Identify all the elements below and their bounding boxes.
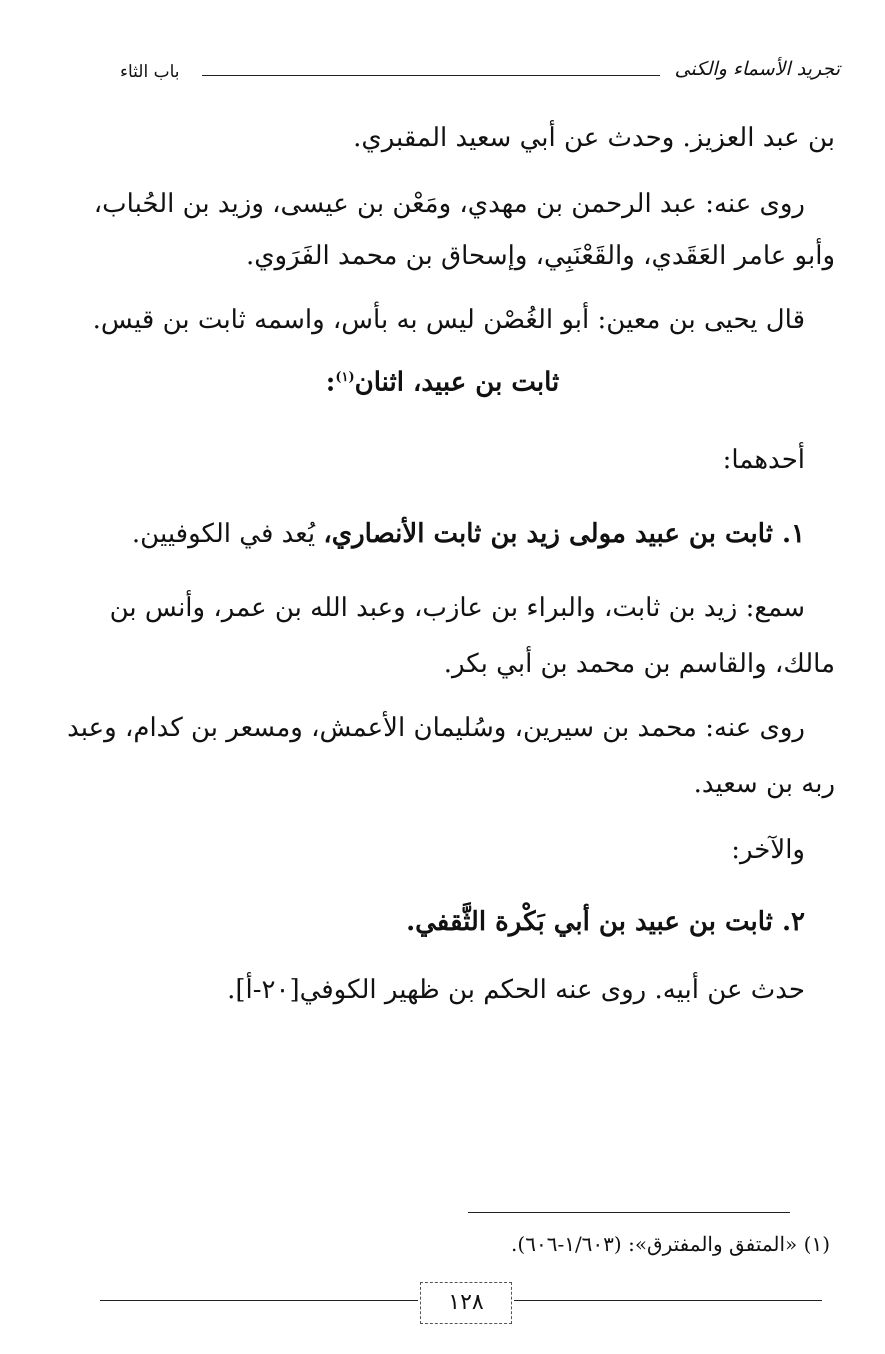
footer-rule-left	[100, 1300, 418, 1301]
paragraph-2	[45, 176, 805, 232]
running-header	[120, 58, 840, 98]
paragraph-4	[45, 432, 805, 488]
entry-1	[45, 506, 805, 562]
paragraph-5b	[45, 636, 835, 692]
entry-2	[45, 894, 805, 950]
paragraph-2b	[45, 228, 835, 284]
paragraph-5-line-1: سمع: زيد بن ثابت، والبراء بن عازب، وعبد الله بن عمر، وأنس بن	[109, 593, 805, 623]
book-title: تجريد الأسماء والكنى	[674, 58, 840, 80]
paragraph-3-text: قال يحيى بن معين: أبو الغُصْن ليس به بأس، واسمه ثابت بن قيس.	[92, 305, 805, 335]
paragraph-6	[65, 700, 805, 756]
paragraph-7-text: والآخر:	[731, 835, 805, 865]
paragraph-2-line-2: وأبو عامر العَقَدي، والقَعْنَبِي، وإسحاق بن محمد الفَرَوي.	[245, 241, 835, 271]
paragraph-1-text: بن عبد العزيز. وحدث عن أبي سعيد المقبري.	[353, 123, 835, 153]
header-rule	[202, 75, 660, 76]
paragraph-2-line-1: روى عنه: عبد الرحمن بن مهدي، ومَعْن بن عيسى، وزيد بن الحُباب،	[93, 189, 805, 219]
section-heading-text: ثابت بن عبيد، اثنان	[354, 367, 560, 398]
paragraph-8	[45, 962, 805, 1018]
section-heading-colon: :	[325, 367, 336, 398]
paragraph-6-line-2: ربه بن سعيد.	[693, 769, 835, 799]
section-heading	[0, 350, 885, 411]
footnote-separator	[468, 1212, 790, 1213]
paragraph-8-text: حدث عن أبيه. روى عنه الحكم بن ظهير الكوفي[٢٠-أ].	[227, 975, 805, 1005]
chapter-title: باب الثاء	[120, 62, 180, 82]
paragraph-1	[45, 110, 835, 166]
footnote-marker: (١)	[335, 370, 355, 385]
entry-1-text: يُعد في الكوفيين.	[131, 519, 324, 549]
paragraph-6b	[45, 756, 835, 812]
page-number: ١٢٨	[420, 1282, 512, 1324]
paragraph-5	[65, 580, 805, 636]
paragraph-6-line-1: روى عنه: محمد بن سيرين، وسُليمان الأعمش، ومسعر بن كدام، وعبد	[67, 713, 805, 743]
paragraph-3	[45, 292, 805, 348]
footnote: (١) «المتفق والمفترق»: (١/٦٠٣-٦٠٦).	[511, 1232, 830, 1256]
entry-2-title: ٢. ثابت بن عبيد بن أبي بَكْرة الثَّقفي.	[406, 907, 805, 937]
paragraph-5-line-2: مالك، والقاسم بن محمد بن أبي بكر.	[443, 649, 835, 679]
footer-rule-right	[514, 1300, 822, 1301]
paragraph-7	[45, 822, 805, 878]
entry-1-title: ١. ثابت بن عبيد مولى زيد بن ثابت الأنصاري،	[323, 519, 805, 549]
paragraph-4-text: أحدهما:	[722, 445, 805, 475]
